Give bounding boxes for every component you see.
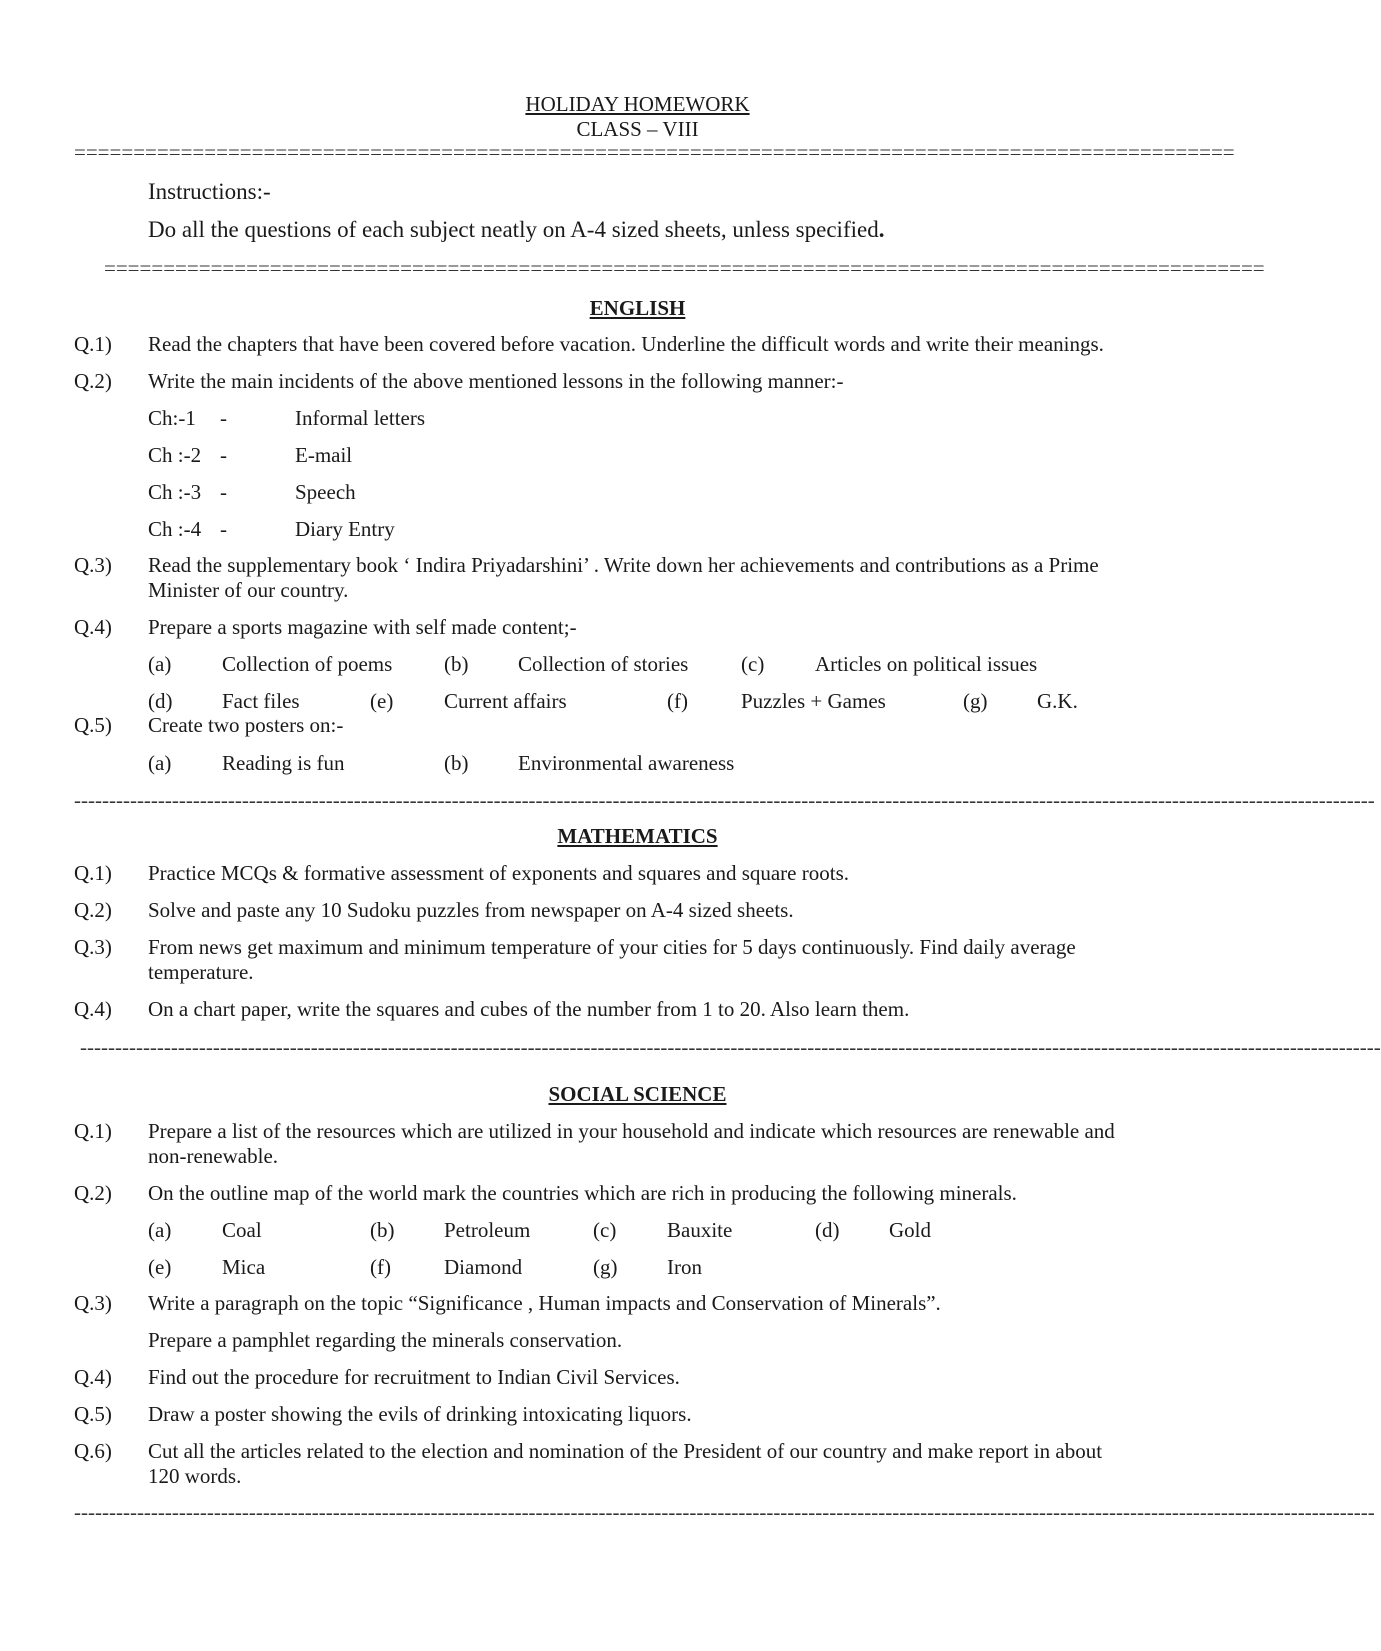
question-text: Solve and paste any 10 Sudoku puzzles from newspaper on A-4 sized sheets. bbox=[148, 898, 794, 922]
option-text: Petroleum bbox=[444, 1218, 531, 1242]
option-label: (d) bbox=[148, 689, 173, 713]
option-label: (b) bbox=[444, 751, 469, 775]
question-text: Read the supplementary book ‘ Indira Priyadarshini’ . Write down her achievements and contributions as a Prime bbox=[148, 553, 1099, 577]
question-text: From news get maximum and minimum temperature of your cities for 5 days continuously. Find daily average bbox=[148, 935, 1076, 959]
option-label: (e) bbox=[148, 1255, 172, 1279]
question-number: Q.5) bbox=[74, 1402, 112, 1426]
question-number: Q.3) bbox=[74, 935, 112, 959]
section-title-english: ENGLISH bbox=[589, 296, 686, 320]
question-text: 120 words. bbox=[148, 1464, 242, 1488]
dashed-rule: ------------------------------------------------------------------------------------------------------------------------------------------------------------------------------------------ bbox=[80, 1035, 1381, 1059]
option-label: (a) bbox=[148, 751, 172, 775]
instructions-heading: Instructions:- bbox=[148, 179, 271, 204]
option-text: Gold bbox=[889, 1218, 931, 1242]
question-text: Prepare a pamphlet regarding the minerals conservation. bbox=[148, 1328, 623, 1352]
option-text: Collection of stories bbox=[518, 652, 689, 676]
option-label: (a) bbox=[148, 1218, 172, 1242]
chapter-topic: Informal letters bbox=[295, 406, 426, 430]
option-text: Diamond bbox=[444, 1255, 523, 1279]
question-text: On a chart paper, write the squares and cubes of the number from 1 to 20. Also learn them. bbox=[148, 997, 910, 1021]
option-text: Bauxite bbox=[667, 1218, 733, 1242]
option-label: (a) bbox=[148, 652, 172, 676]
chapter-dash: - bbox=[220, 443, 227, 467]
chapter-topic: Speech bbox=[295, 480, 356, 504]
document-title: HOLIDAY HOMEWORK bbox=[525, 92, 750, 116]
option-label: (f) bbox=[667, 689, 688, 713]
option-text: Articles on political issues bbox=[815, 652, 1038, 676]
question-text: Prepare a sports magazine with self made content;- bbox=[148, 615, 577, 639]
chapter-topic: Diary Entry bbox=[295, 517, 395, 541]
question-number: Q.4) bbox=[74, 615, 112, 639]
question-text: Create two posters on:- bbox=[148, 713, 344, 737]
question-number: Q.4) bbox=[74, 1365, 112, 1389]
option-label: (g) bbox=[963, 689, 988, 713]
question-number: Q.5) bbox=[74, 713, 112, 737]
question-text: Read the chapters that have been covered before vacation. Underline the difficult words and write their meanings. bbox=[148, 332, 1104, 356]
chapter-label: Ch :-4 bbox=[148, 517, 202, 541]
option-text: Environmental awareness bbox=[518, 751, 735, 775]
chapter-label: Ch :-3 bbox=[148, 480, 202, 504]
option-text: Coal bbox=[222, 1218, 262, 1242]
instructions-text: Do all the questions of each subject neatly on A-4 sized sheets, unless specified. bbox=[148, 217, 885, 242]
option-text: Mica bbox=[222, 1255, 266, 1279]
question-number: Q.3) bbox=[74, 553, 112, 577]
class-label: CLASS – VIII bbox=[576, 117, 699, 141]
option-label: (c) bbox=[741, 652, 765, 676]
dashed-rule: ------------------------------------------------------------------------------------------------------------------------------------------------------------------------------------------ bbox=[74, 788, 1375, 812]
option-text: Reading is fun bbox=[222, 751, 345, 775]
option-text: Fact files bbox=[222, 689, 300, 713]
question-text: On the outline map of the world mark the countries which are rich in producing the following minerals. bbox=[148, 1181, 1017, 1205]
chapter-dash: - bbox=[220, 517, 227, 541]
option-label: (d) bbox=[815, 1218, 840, 1242]
option-label: (b) bbox=[370, 1218, 395, 1242]
question-text: Find out the procedure for recruitment to Indian Civil Services. bbox=[148, 1365, 680, 1389]
question-number: Q.2) bbox=[74, 1181, 112, 1205]
option-label: (b) bbox=[444, 652, 469, 676]
question-text: Cut all the articles related to the election and nomination of the President of our country and make report in about bbox=[148, 1439, 1103, 1463]
option-text: Collection of poems bbox=[222, 652, 393, 676]
double-rule: ================================================================================================== bbox=[104, 256, 1265, 280]
question-number: Q.2) bbox=[74, 369, 112, 393]
option-label: (e) bbox=[370, 689, 394, 713]
question-text: Minister of our country. bbox=[148, 578, 349, 602]
option-text: Puzzles + Games bbox=[741, 689, 886, 713]
question-text: temperature. bbox=[148, 960, 254, 984]
chapter-dash: - bbox=[220, 406, 227, 430]
double-rule: ================================================================================================== bbox=[74, 140, 1235, 164]
chapter-label: Ch:-1 bbox=[148, 406, 196, 430]
option-text: Current affairs bbox=[444, 689, 567, 713]
chapter-label: Ch :-2 bbox=[148, 443, 202, 467]
chapter-topic: E-mail bbox=[295, 443, 353, 467]
question-number: Q.1) bbox=[74, 1119, 112, 1143]
question-text: Practice MCQs & formative assessment of exponents and squares and square roots. bbox=[148, 861, 849, 885]
question-text: Prepare a list of the resources which are utilized in your household and indicate which resources are renewable and bbox=[148, 1119, 1115, 1143]
option-text: Iron bbox=[667, 1255, 702, 1279]
question-number: Q.2) bbox=[74, 898, 112, 922]
question-number: Q.4) bbox=[74, 997, 112, 1021]
question-number: Q.3) bbox=[74, 1291, 112, 1315]
dashed-rule: ------------------------------------------------------------------------------------------------------------------------------------------------------------------------------------------ bbox=[74, 1500, 1375, 1524]
option-label: (f) bbox=[370, 1255, 391, 1279]
chapter-dash: - bbox=[220, 480, 227, 504]
option-label: (g) bbox=[593, 1255, 618, 1279]
question-number: Q.6) bbox=[74, 1439, 112, 1463]
option-label: (c) bbox=[593, 1218, 617, 1242]
section-title-mathematics: MATHEMATICS bbox=[557, 824, 718, 848]
question-text: Draw a poster showing the evils of drinking intoxicating liquors. bbox=[148, 1402, 692, 1426]
question-number: Q.1) bbox=[74, 332, 112, 356]
option-text: G.K. bbox=[1037, 689, 1078, 713]
question-number: Q.1) bbox=[74, 861, 112, 885]
question-text: Write the main incidents of the above mentioned lessons in the following manner:- bbox=[148, 369, 844, 393]
question-text: non-renewable. bbox=[148, 1144, 279, 1168]
question-text: Write a paragraph on the topic “Significance , Human impacts and Conservation of Minerals”. bbox=[148, 1291, 941, 1315]
section-title-social-science: SOCIAL SCIENCE bbox=[548, 1082, 727, 1106]
